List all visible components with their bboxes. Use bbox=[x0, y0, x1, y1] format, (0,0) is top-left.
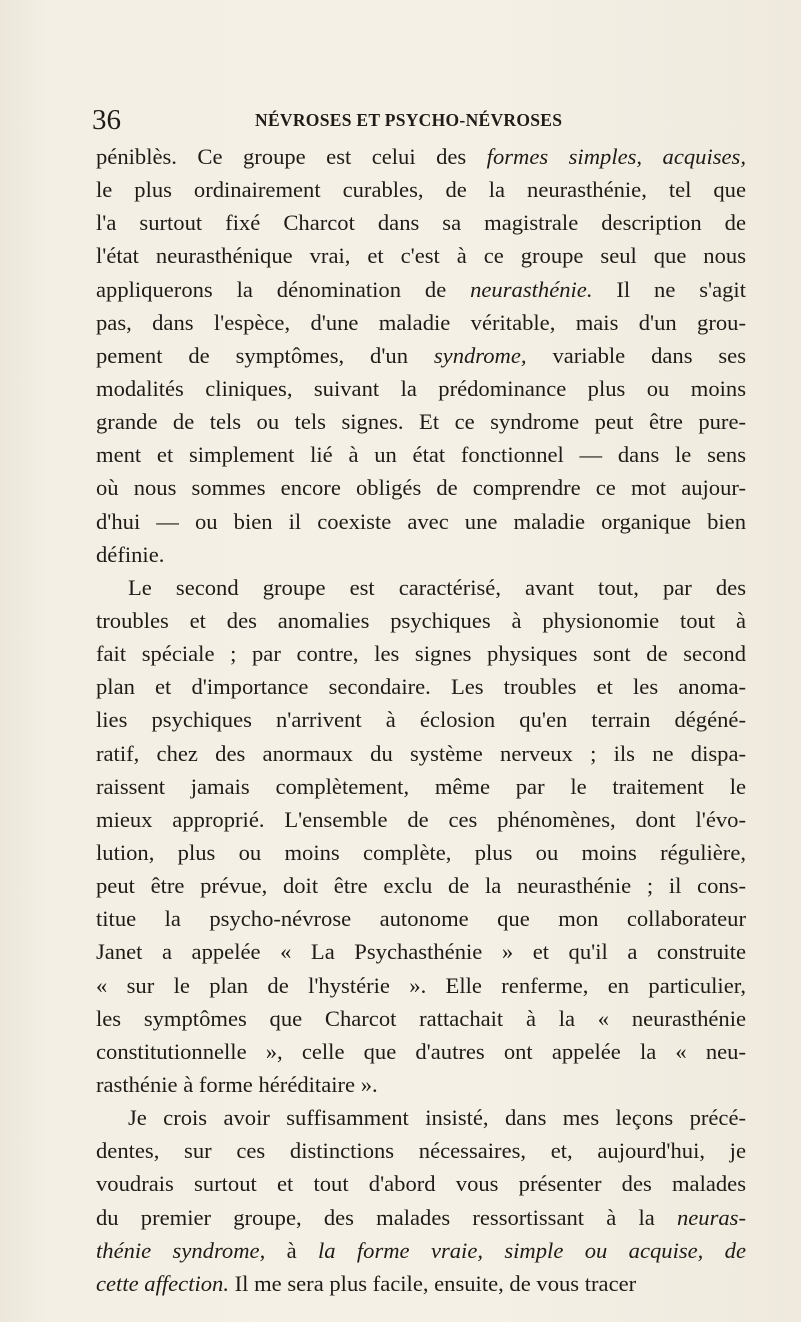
italic-run: cette affection. bbox=[96, 1270, 229, 1296]
text-run: constitutionnelle », celle que d'autres ont appelée la « neu- bbox=[96, 1038, 746, 1064]
text-line bbox=[96, 273, 746, 306]
text-line bbox=[96, 902, 746, 935]
running-title: NÉVROSES ET PSYCHO-NÉVROSES bbox=[255, 110, 563, 130]
text-run: Le second groupe est caractérisé, avant tout, par des bbox=[128, 574, 746, 600]
text-run: les symptômes que Charcot rattachait à la « neurasthénie bbox=[96, 1005, 746, 1031]
text-line bbox=[96, 405, 746, 438]
page-number: 36 bbox=[92, 104, 121, 136]
text-run: le plus ordinairement curables, de la neurasthénie, tel que bbox=[96, 177, 746, 203]
text-line bbox=[96, 306, 746, 339]
italic-run: thénie syndrome, bbox=[96, 1237, 266, 1263]
text-line bbox=[96, 339, 746, 372]
text-line bbox=[96, 206, 746, 239]
text-run: à bbox=[265, 1237, 318, 1263]
text-line bbox=[96, 935, 746, 968]
text-line bbox=[96, 737, 746, 770]
text-line bbox=[96, 438, 746, 471]
text-run: fait spéciale ; par contre, les signes physiques sont de second bbox=[96, 641, 746, 667]
text-run: rasthénie à forme héréditaire ». bbox=[96, 1071, 378, 1097]
text-run: du premier groupe, des malades ressortissant à la bbox=[96, 1204, 677, 1230]
text-run: voudrais surtout et tout d'abord vous présenter des malades bbox=[96, 1171, 746, 1197]
text-run: péniblès. Ce groupe est celui des bbox=[96, 144, 487, 169]
body-text bbox=[96, 140, 746, 1300]
text-run: ratif, chez des anormaux du système nerveux ; ils ne dispa- bbox=[96, 740, 746, 766]
text-line bbox=[96, 140, 746, 173]
text-run: Je crois avoir suffisamment insisté, dans mes leçons précé- bbox=[128, 1105, 746, 1131]
text-line bbox=[96, 1167, 746, 1200]
text-line bbox=[96, 703, 746, 736]
text-line bbox=[96, 1035, 746, 1068]
italic-run: la forme vraie, simple ou acquise, de bbox=[317, 1237, 746, 1263]
text-line bbox=[96, 372, 746, 405]
text-run: définie. bbox=[96, 541, 165, 567]
text-line bbox=[96, 173, 746, 206]
italic-run: neuras- bbox=[676, 1204, 746, 1230]
text-run: l'état neurasthénique vrai, et c'est à ce groupe seul que nous bbox=[96, 243, 746, 269]
text-line bbox=[96, 1267, 746, 1300]
paragraph bbox=[96, 140, 746, 571]
text-run: Il ne s'agit bbox=[592, 276, 746, 302]
text-run: mieux approprié. L'ensemble de ces phénomènes, dont l'évo- bbox=[96, 806, 746, 832]
text-line bbox=[96, 538, 746, 571]
text-line bbox=[96, 1234, 746, 1267]
text-run: titue la psycho-névrose autonome que mon collaborateur bbox=[96, 906, 746, 932]
text-run: variable dans ses bbox=[526, 342, 746, 368]
text-run: pement de symptômes, d'un bbox=[96, 342, 434, 368]
text-line bbox=[96, 803, 746, 836]
text-line bbox=[96, 604, 746, 637]
text-run: Janet a appelée « La Psychasthénie » et qu'il a construite bbox=[96, 939, 746, 965]
text-run: peut être prévue, doit être exclu de la neurasthénie ; il cons- bbox=[96, 873, 746, 899]
text-line bbox=[96, 1134, 746, 1167]
text-line bbox=[96, 770, 746, 803]
paragraph bbox=[96, 571, 746, 1101]
text-run: Il me sera plus facile, ensuite, de vous tracer bbox=[229, 1270, 637, 1296]
text-run: appliquerons la dénomination de bbox=[96, 276, 471, 302]
text-line bbox=[96, 471, 746, 504]
text-line bbox=[96, 637, 746, 670]
text-run: dentes, sur ces distinctions nécessaires, et, aujourd'hui, je bbox=[96, 1138, 746, 1164]
text-line bbox=[96, 1068, 746, 1101]
text-run: d'hui — ou bien il coexiste avec une maladie organique bien bbox=[96, 508, 746, 534]
page-header bbox=[92, 103, 732, 137]
text-run: l'a surtout fixé Charcot dans sa magistrale description de bbox=[96, 210, 746, 236]
text-run: « sur le plan de l'hystérie ». Elle renferme, en particulier, bbox=[96, 972, 746, 998]
text-line bbox=[96, 670, 746, 703]
text-run: ment et simplement lié à un état fonctionnel — dans le sens bbox=[96, 442, 746, 468]
text-line bbox=[96, 571, 746, 604]
text-run: troubles et des anomalies psychiques à physionomie tout à bbox=[96, 607, 746, 633]
paragraph bbox=[96, 1101, 746, 1300]
text-run: lution, plus ou moins complète, plus ou moins régulière, bbox=[96, 839, 746, 865]
italic-run: syndrome, bbox=[433, 342, 527, 368]
text-line bbox=[96, 239, 746, 272]
italic-run: formes simples, acquises, bbox=[486, 144, 746, 169]
text-run: modalités cliniques, suivant la prédominance plus ou moins bbox=[96, 375, 746, 401]
text-line bbox=[96, 1101, 746, 1134]
text-line bbox=[96, 869, 746, 902]
text-line bbox=[96, 969, 746, 1002]
text-line bbox=[96, 1002, 746, 1035]
text-run: pas, dans l'espèce, d'une maladie véritable, mais d'un grou- bbox=[96, 309, 746, 335]
text-line bbox=[96, 836, 746, 869]
text-line bbox=[96, 505, 746, 538]
text-line bbox=[96, 1201, 746, 1234]
italic-run: neurasthénie. bbox=[470, 276, 593, 302]
text-run: lies psychiques n'arrivent à éclosion qu'en terrain dégéné- bbox=[96, 707, 746, 733]
text-run: plan et d'importance secondaire. Les troubles et les anoma- bbox=[96, 674, 746, 700]
text-run: raissent jamais complètement, même par le traitement le bbox=[96, 773, 746, 799]
text-run: où nous sommes encore obligés de comprendre ce mot aujour- bbox=[96, 475, 746, 501]
text-run: grande de tels ou tels signes. Et ce syndrome peut être pure- bbox=[96, 409, 746, 435]
